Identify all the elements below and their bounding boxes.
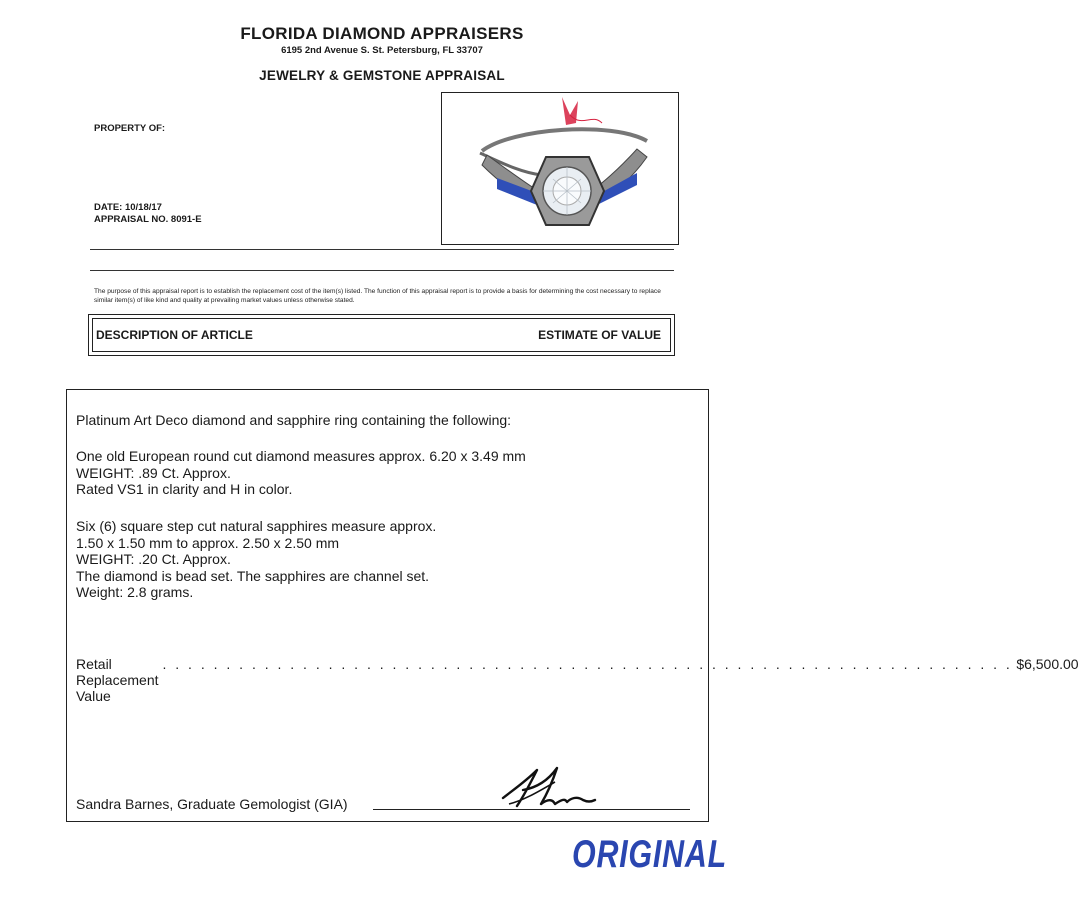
date-label: DATE: bbox=[94, 202, 123, 213]
description-column-header: DESCRIPTION OF ARTICLE bbox=[96, 328, 253, 342]
sapphire-line: The diamond is bead set. The sapphires are channel set. bbox=[76, 567, 430, 584]
sapphire-line: WEIGHT: .20 Ct. Approx. bbox=[76, 551, 231, 567]
date-value: 10/18/17 bbox=[124, 202, 162, 213]
diamond-line: Rated VS1 in clarity and H in color. bbox=[76, 481, 293, 497]
appraisal-number-value: 8091-E bbox=[170, 214, 202, 225]
retail-value-label: Retail Replacement Value bbox=[76, 656, 159, 704]
leader-dots: . . . . . . . . . . . . . . . . . . . . . . . . . . . . . . . . . . . . . . . . . . . . . . . . . . . . . . . . . . . . . . . . . . . bbox=[162, 656, 1013, 672]
date-field bbox=[94, 202, 162, 213]
property-of-label: PROPERTY OF: bbox=[94, 123, 166, 134]
estimate-column-header: ESTIMATE OF VALUE bbox=[538, 328, 661, 342]
document-title: JEWELRY & GEMSTONE APPRAISAL bbox=[259, 68, 505, 83]
price-tag-string bbox=[562, 97, 578, 125]
original-stamp: ORIGINAL bbox=[572, 833, 727, 876]
sapphire-line: Six (6) square step cut natural sapphires measure approx. bbox=[76, 518, 437, 534]
diamond-line: WEIGHT: .89 Ct. Approx. bbox=[76, 464, 231, 481]
company-name: FLORIDA DIAMOND APPRAISERS bbox=[240, 24, 524, 43]
column-header-box bbox=[88, 314, 675, 356]
appraisal-number-label: APPRAISAL NO. bbox=[94, 214, 169, 225]
appraisal-number-field bbox=[94, 214, 202, 225]
handwritten-signature bbox=[495, 760, 605, 815]
sapphire-line: 1.50 x 1.50 mm to approx. 2.50 x 2.50 mm bbox=[76, 534, 340, 551]
diamond-line: One old European round cut diamond measures approx. 6.20 x 3.49 mm bbox=[76, 448, 526, 464]
divider-line bbox=[90, 249, 674, 250]
retail-value-amount: $6,500.00 bbox=[1016, 656, 1079, 672]
ring-illustration bbox=[442, 93, 678, 244]
purpose-statement: The purpose of this appraisal report is to establish the replacement cost of the item(s) listed. The function of this appraisal report is to provide a basis for determining the cost necessary to replace similar item(s) of like kind and quality at prevailing market values unless otherwise stated. bbox=[94, 288, 661, 304]
divider-line bbox=[90, 270, 674, 271]
sapphire-details bbox=[76, 518, 436, 601]
item-intro: Platinum Art Deco diamond and sapphire ring containing the following: bbox=[76, 412, 512, 428]
company-address: 6195 2nd Avenue S. St. Petersburg, FL 33707 bbox=[281, 45, 483, 56]
retail-value-row bbox=[76, 656, 1079, 704]
appraiser-name: Sandra Barnes, Graduate Gemologist (GIA) bbox=[76, 796, 348, 812]
sapphire-line: Weight: 2.8 grams. bbox=[76, 584, 194, 600]
diamond-details bbox=[76, 448, 526, 498]
ring-photo bbox=[441, 92, 679, 245]
